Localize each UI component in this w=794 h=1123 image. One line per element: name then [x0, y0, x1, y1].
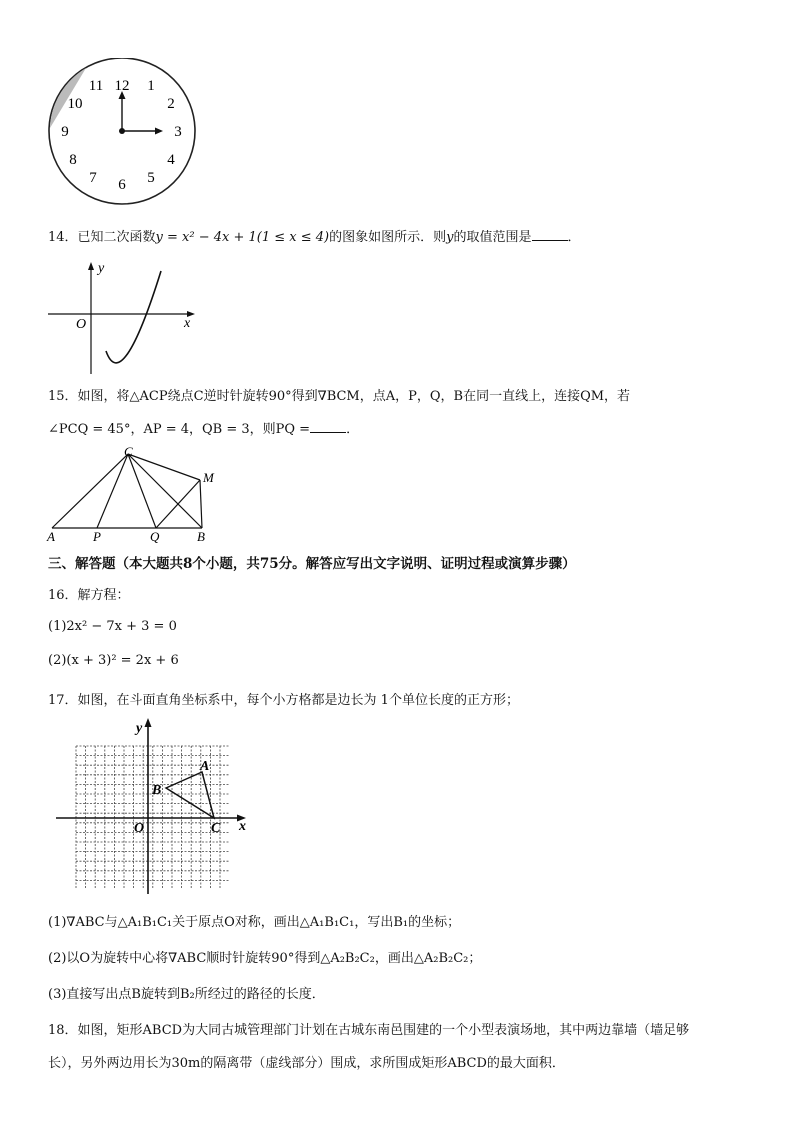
q16-title: 16．解方程：: [48, 588, 130, 603]
parabola-graph: [44, 256, 204, 381]
section-3-title: 三、解答题（本大题共8个小题，共75分。解答应写出文字说明、证明过程或演算步骤）: [48, 556, 576, 572]
q17-part1: (1)∇ABC与△A₁B₁C₁关于原点O对称，画出△A₁B₁C₁，写出B₁的坐标；: [48, 915, 461, 930]
q14-question: 14．已知二次函数y = x² − 4x + 1(1 ≤ x ≤ 4)的图象如图所示．则y的取值范围是 ．: [48, 230, 581, 245]
triangle-ABC: [166, 772, 214, 818]
q14-end: 的取值范围是: [453, 230, 532, 245]
point-label-C: C: [211, 821, 221, 836]
point-label-A: A: [200, 759, 210, 774]
clock-number-6: 6: [118, 177, 126, 193]
rotation-figure: [44, 444, 224, 544]
q17-title: 17．如图，在斗面直角坐标系中，每个小方格都是边长为 1个单位长度的正方形；: [48, 693, 519, 708]
q18-line2: 长），另外两边用长为30m的隔离带（虚线部分）围成，求所围成矩形ABCD的最大面积．: [48, 1056, 565, 1071]
point-label-C: C: [124, 444, 133, 459]
clock-number-8: 8: [69, 152, 77, 168]
point-label-A: A: [47, 529, 55, 544]
q16-eq1: (1)2x² − 7x + 3 = 0: [48, 619, 177, 634]
clock-number-5: 5: [147, 170, 155, 186]
q16-eq2: (2)(x + 3)² = 2x + 6: [48, 653, 179, 668]
coordinate-grid-figure: [54, 716, 254, 898]
point-label-B: B: [197, 529, 205, 544]
q14-formula: y = x² − 4x + 1(1 ≤ x ≤ 4): [155, 230, 330, 245]
point-label-Q: Q: [150, 529, 160, 544]
point-label-B: B: [152, 783, 162, 798]
q14-var: y: [446, 230, 454, 245]
clock-number-2: 2: [167, 96, 175, 112]
clock-figure: [40, 58, 210, 208]
q17-part2: (2)以O为旋转中心将∇ABC顺时针旋转90°得到△A₂B₂C₂，画出△A₂B₂C₂；: [48, 951, 482, 966]
origin-label: O: [76, 317, 87, 332]
y-axis-label: y: [136, 721, 143, 736]
clock-number-12: 12: [114, 78, 130, 94]
answer-blank: [310, 420, 346, 433]
answer-blank: [532, 228, 568, 241]
q14-suffix: 的图象如图所示．则: [329, 230, 447, 245]
clock-number-11: 11: [88, 78, 104, 94]
q15-line1: 15．如图，将△ACP绕点C逆时针旋转90°得到∇BCM，点A，P，Q，B在同一直线上，连接QM，若: [48, 389, 631, 404]
clock-number-10: 10: [67, 96, 83, 112]
point-label-P: P: [93, 529, 101, 544]
x-axis-label: x: [184, 316, 191, 331]
clock-number-9: 9: [61, 124, 69, 140]
q14-prefix: 14．已知二次函数: [48, 230, 156, 245]
clock-number-7: 7: [89, 170, 97, 186]
clock-number-3: 3: [174, 124, 182, 140]
clock-number-1: 1: [147, 78, 155, 94]
point-label-M: M: [203, 470, 214, 485]
q17-part3: (3)直接写出点B旋转到B₂所经过的路径的长度．: [48, 987, 325, 1002]
origin-label: O: [134, 821, 145, 836]
q15-line2: ∠PCQ = 45°，AP = 4，QB = 3，则PQ = ．: [48, 422, 360, 437]
x-axis-label: x: [239, 819, 246, 834]
clock-number-4: 4: [167, 152, 175, 168]
q18-line1: 18．如图，矩形ABCD为大同古城管理部门计划在古城东南邑围建的一个小型表演场地，其中两边靠墙（墙足够: [48, 1023, 690, 1038]
y-axis-label: y: [98, 261, 105, 276]
